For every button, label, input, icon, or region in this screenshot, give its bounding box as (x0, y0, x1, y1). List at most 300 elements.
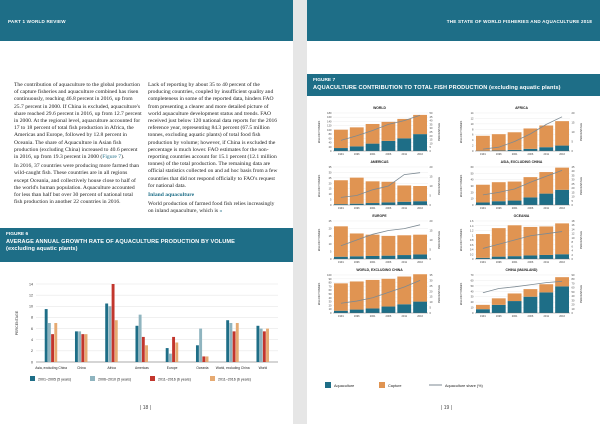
fig7-left-tick-label: 40 (328, 296, 332, 300)
fig7-aquaculture-bar (413, 201, 427, 205)
fig7-capture-bar (413, 235, 427, 255)
fig7-aquaculture-bar (524, 149, 538, 151)
figure-6-chart-area (10, 278, 284, 388)
fig7-right-tick-label: 6 (571, 245, 573, 249)
fig7-right-tick-label: 0 (429, 204, 431, 207)
fig7-panel (457, 268, 586, 322)
fig6-bar (105, 304, 108, 363)
fig6-category-label: Asia, excluding China (35, 366, 67, 370)
fig7-left-tick-label: 5 (330, 250, 332, 254)
fig6-y-tick-label: 14 (29, 282, 33, 287)
fig7-right-tick-label: 30 (429, 279, 433, 283)
fig7-aquaculture-bar (397, 255, 411, 259)
fig7-right-axis-label: PERCENTAGE (438, 230, 441, 250)
fig7-right-tick-label: 16 (571, 224, 575, 228)
fig7-capture-bar (492, 298, 506, 305)
fig7-capture-bar (476, 234, 490, 258)
fig7-capture-bar (555, 168, 569, 190)
figure-6-banner (0, 228, 293, 262)
fig7-panel-chart (315, 106, 444, 160)
fig7-right-tick-label: 2 (571, 253, 573, 257)
fig7-left-tick-label: 70 (470, 274, 474, 277)
fig7-right-tick-label: 60 (571, 286, 575, 290)
fig6-bar (135, 326, 138, 362)
fig6-y-tick-label: 0 (31, 360, 33, 365)
fig7-capture-bar (555, 121, 569, 145)
fig7-left-tick-label: 10 (470, 306, 474, 310)
fig6-bar (108, 306, 111, 362)
fig7-aquaculture-bar (397, 202, 411, 205)
fig7-right-tick-label: 20 (429, 290, 433, 294)
fig7-panel-title: EUROPE (372, 214, 387, 218)
fig7-x-tick-label: 2006 (385, 207, 392, 210)
fig7-left-tick-label: 5 (330, 198, 332, 202)
fig7-aquaculture-bar (539, 147, 553, 151)
fig7-left-tick-label: 120 (327, 124, 332, 128)
right-page (307, 0, 600, 424)
left-page-number: | 18 | (140, 405, 151, 411)
figure-7-title: AQUACULTURE CONTRIBUTION TO TOTAL FISH PRODUCTION (excluding aquatic plants) (313, 85, 561, 91)
fig7-right-tick-label: 0 (429, 312, 431, 315)
fig7-left-tick-label: 40 (470, 290, 474, 294)
fig7-capture-bar (382, 182, 396, 203)
fig7-panel (315, 106, 444, 160)
fig6-bar (75, 331, 78, 362)
fig7-left-tick-label: 20 (470, 191, 474, 195)
fig7-right-tick-label: 20 (429, 220, 433, 223)
fig7-left-tick-label: 1.4 (469, 224, 474, 228)
fig7-x-tick-label: 2016 (559, 315, 565, 318)
fig7-aquaculture-bar (524, 297, 538, 313)
fig7-right-tick-label: 15 (429, 138, 433, 142)
fig6-legend-swatch (210, 376, 215, 381)
fig7-right-tick-label: 0 (429, 258, 431, 261)
fig7-x-tick-label: 2006 (527, 153, 534, 156)
fig7-right-tick-label: 20 (429, 134, 433, 138)
fig7-panel (315, 214, 444, 268)
fig6-category-label: Oceania (196, 366, 209, 370)
fig7-x-tick-label: 2016 (417, 153, 423, 156)
fig7-capture-bar (366, 280, 380, 309)
fig7-capture-bar (524, 128, 538, 148)
fig7-capture-bar (539, 284, 553, 292)
fig7-left-tick-label: 10 (328, 193, 332, 197)
fig7-left-tick-label: 60 (328, 137, 332, 141)
fig7-left-tick-label: 12 (470, 117, 474, 121)
fig7-left-tick-label: 20 (470, 301, 474, 305)
fig7-capture-bar (508, 182, 522, 201)
fig7-left-tick-label: 0.6 (469, 243, 474, 247)
fig7-aquaculture-bar (476, 202, 490, 205)
fig7-capture-bar (524, 289, 538, 297)
figure-6-title: AVERAGE ANNUAL GROWTH RATE OF AQUACULTURE PRODUCTION BY VOLUME (6, 239, 236, 245)
fig7-capture-bar (555, 223, 569, 254)
fig7-x-tick-label: 2011 (543, 261, 550, 264)
fig6-bar (81, 334, 84, 362)
fig7-right-tick-label: 10 (571, 195, 575, 199)
fig7-x-tick-label: 1996 (353, 315, 360, 318)
fig7-right-axis-label: PERCENTAGE (438, 284, 441, 304)
figure-6-label: FIGURE 6 (6, 232, 29, 237)
fig7-capture-bar (539, 172, 553, 194)
fig7-x-tick-label: 2001 (511, 315, 518, 318)
fig7-aquaculture-bar (366, 308, 380, 313)
fig7-capture-bar (413, 115, 427, 134)
fig7-x-tick-label: 2016 (417, 207, 423, 210)
fig7-capture-bar (334, 226, 348, 256)
fig7-panel-chart (457, 214, 586, 268)
fig7-left-tick-label: 1.6 (469, 220, 474, 223)
fig7-panel (457, 160, 586, 214)
fig6-bar (260, 329, 263, 362)
fig7-x-tick-label: 2001 (511, 261, 518, 264)
fig7-left-tick-label: 50 (470, 284, 474, 288)
fig6-legend-swatch (90, 376, 95, 381)
fig7-left-tick-label: 0 (330, 150, 332, 153)
fig7-x-tick-label: 1991 (480, 261, 486, 264)
fig7-capture-bar (366, 235, 380, 256)
fig7-left-tick-label: 0 (472, 150, 474, 153)
fig7-aquaculture-bar (524, 197, 538, 205)
fig7-x-tick-label: 2011 (543, 207, 550, 210)
fig6-category-label: World, excluding China (215, 366, 250, 370)
fig7-x-tick-label: 1991 (338, 207, 344, 210)
fig7-x-tick-label: 2001 (511, 207, 518, 210)
legend-aquaculture-swatch (325, 382, 331, 388)
fig7-x-tick-label: 1996 (353, 261, 360, 264)
fig7-right-axis-label: PERCENTAGE (438, 176, 441, 196)
fig7-x-tick-label: 1991 (480, 315, 486, 318)
fig7-right-tick-label: 20 (429, 166, 433, 169)
fig7-capture-bar (397, 277, 411, 305)
fig7-right-tick-label: 35 (429, 123, 433, 127)
fig7-x-tick-label: 1991 (480, 207, 486, 210)
fig7-left-tick-label: 10 (328, 242, 332, 246)
fig6-bar (51, 334, 54, 362)
fig7-right-tick-label: 35 (429, 274, 433, 277)
fig7-x-tick-label: 2006 (527, 315, 534, 318)
fig7-left-tick-label: 35 (328, 166, 332, 169)
figure-7-banner (307, 74, 600, 96)
fig7-left-tick-label: 4 (472, 139, 474, 143)
fig7-panel-chart (315, 160, 444, 214)
fig7-aquaculture-bar (492, 305, 506, 313)
fig6-bar (145, 345, 148, 362)
fig7-left-tick-label: 30 (470, 295, 474, 299)
fig6-bar (199, 329, 202, 362)
fig7-panel (457, 214, 586, 268)
inland-aquaculture-subheading: Inland aquaculture (148, 192, 195, 199)
fig7-right-tick-label: 0 (571, 150, 573, 153)
fig7-left-axis-label: MILLION TONNES (318, 282, 321, 306)
fig7-x-tick-label: 1991 (338, 261, 344, 264)
fig7-x-tick-label: 2016 (559, 153, 565, 156)
fig6-bar (256, 326, 259, 362)
fig7-left-tick-label: 1.2 (469, 229, 474, 233)
paragraph-4: World production of farmed food fish relies increasingly on inland aquaculture, which is (148, 201, 275, 215)
fig7-right-tick-label: 0 (571, 312, 573, 315)
fig7-left-tick-label: 0 (472, 204, 474, 207)
fig7-left-tick-label: 15 (328, 187, 332, 191)
fig6-bar (54, 323, 57, 362)
fig7-capture-bar (539, 226, 553, 255)
fig7-right-tick-label: 10 (571, 236, 575, 240)
fig7-x-tick-label: 1991 (338, 315, 344, 318)
fig7-left-tick-label: 80 (328, 281, 332, 285)
fig7-aquaculture-bar (555, 190, 569, 205)
legend-aquaculture-label: Aquaculture (334, 384, 355, 388)
fig7-aquaculture-bar (334, 311, 348, 313)
fig7-right-tick-label: 25 (571, 182, 575, 186)
fig7-right-tick-label: 10 (571, 131, 575, 134)
fig7-left-axis-label: MILLION TONNES (460, 282, 463, 306)
fig7-x-tick-label: 2006 (527, 261, 534, 264)
fig6-bar (48, 323, 51, 362)
fig6-category-label: Africa (107, 366, 116, 370)
fig7-right-tick-label: 45 (429, 115, 433, 119)
fig7-right-tick-label: 10 (429, 239, 433, 242)
paragraph-1-end: ). (121, 154, 125, 161)
fig7-capture-bar (334, 283, 348, 310)
fig7-aquaculture-bar (524, 255, 538, 259)
figure-7-link[interactable]: Figure 7 (102, 154, 122, 161)
paragraph-2: In 2016, 37 countries were producing more farmed than wild-caught fish. These countries are in all regions except Oceania, and collectively house close to half of the world's human population. Aquaculture accounted for less than half but over 30 percent of national total fish production in another 22 countries in 2016. (14, 163, 140, 206)
fig7-left-tick-label: 2 (472, 144, 474, 148)
figure-7-label: FIGURE 7 (313, 78, 336, 83)
fig7-capture-bar (524, 227, 538, 256)
fig7-left-tick-label: 30 (328, 300, 332, 304)
fig7-panel-title: OCEANIA (513, 214, 530, 218)
paragraph-1: The contribution of aquaculture to the global production of capture fisheries and aquaculture combined has risen continuously, reaching 46.8 percent in 2016, up from 25.7 percent in 2000. If China is excluded, aquaculture's share reached 29.6 percent in 2016, up from 12.7 percent in 2000. At the regional level, aquaculture accounted for 17 to 18 percent of total fish production in Africa, the Americas and Europe, followed by 12.8 percent in Oceania. The share of Aquaculture in Asian fish production (excluding China) increased to 40.6 percent in 2016, up from 19.3 percent in 2000 ( (14, 82, 142, 161)
fig7-right-axis-label: PERCENTAGE (580, 284, 583, 304)
fig7-left-tick-label: 100 (327, 128, 332, 132)
fig7-aquaculture-bar (350, 310, 364, 313)
fig7-right-tick-label: 15 (429, 295, 433, 299)
fig7-x-tick-label: 2016 (417, 261, 423, 264)
fig7-aquaculture-bar (539, 292, 553, 313)
paragraph-3: Lack of reporting by about 35 to 40 percent of the producing countries, coupled by insufficient quality and completeness in some of the reported data, hinders FAO from presenting a clearer and more detailed picture of world aquaculture development status and trends. FAO received just below 120 national data reports for the 2016 reference year, representing 84.3 percent (67.5 million tonnes, excluding aquatic plants) of total food fish production by volume; however, if China is excluded the percentage is much lower. FAO estimates for the non-reporting countries account for 15.1 percent (12.1 million tonnes) of the total production. The remaining data are official statistics collected on and ad hoc basis from a few countries that did not respond officially to FAO's request for national data. (148, 82, 278, 189)
fig7-capture-bar (413, 186, 427, 201)
fig7-aquaculture-bar (397, 138, 411, 151)
fig7-capture-bar (350, 178, 364, 204)
fig7-right-tick-label: 25 (429, 131, 433, 134)
fig7-capture-bar (476, 305, 490, 309)
fig7-left-tick-label: 40 (470, 178, 474, 182)
fig7-right-tick-label: 14 (571, 228, 575, 232)
fig7-right-tick-label: 5 (429, 248, 431, 252)
fig7-capture-bar (492, 228, 506, 257)
figure-6-subtitle: (excluding aquatic plants) (6, 246, 78, 252)
fig7-right-tick-label: 5 (571, 199, 573, 203)
continue-arrow[interactable]: » (219, 208, 223, 215)
fig6-bar (112, 284, 115, 362)
left-header-banner (0, 0, 293, 41)
fig7-capture-bar (476, 185, 490, 203)
fig7-left-tick-label: 20 (328, 304, 332, 308)
left-header-title: PART 1 WORLD REVIEW (8, 19, 66, 24)
fig7-left-tick-label: 70 (328, 285, 332, 289)
fig7-left-tick-label: 0.4 (469, 248, 474, 252)
fig7-right-tick-label: 5 (429, 194, 431, 198)
fig7-right-tick-label: 20 (571, 112, 575, 115)
fig7-x-tick-label: 1991 (480, 153, 486, 156)
fig7-x-tick-label: 2011 (401, 153, 408, 156)
fig6-bar (169, 354, 172, 362)
fig7-left-tick-label: 140 (327, 120, 332, 124)
fig6-legend-label: 2001–2005 (5 years) (38, 377, 72, 382)
fig7-right-axis-label: PERCENTAGE (580, 176, 583, 196)
fig7-x-tick-label: 2011 (543, 315, 550, 318)
fig7-aquaculture-bar (366, 203, 380, 205)
fig7-right-tick-label: 45 (571, 166, 575, 169)
fig7-right-tick-label: 10 (429, 185, 433, 188)
fig7-aquaculture-bar (334, 148, 348, 151)
fig6-y-tick-label: 6 (31, 326, 33, 331)
fig7-x-tick-label: 1991 (338, 153, 344, 156)
fig7-left-axis-label: MILLION TONNES (460, 228, 463, 252)
fig7-x-tick-label: 2011 (401, 315, 408, 318)
fig7-aquaculture-bar (366, 256, 380, 259)
fig6-legend-label: 2011–2016 (6 years) (218, 377, 251, 382)
fig6-bar (139, 315, 142, 362)
fig7-aquaculture-bar (366, 144, 380, 151)
fig7-left-tick-label: 60 (328, 289, 332, 293)
fig6-category-label: Americas (135, 366, 149, 370)
fig7-right-tick-label: 0 (429, 150, 431, 153)
fig7-left-tick-label: 20 (328, 227, 332, 231)
fig7-x-tick-label: 2001 (369, 261, 376, 264)
fig7-left-axis-label: MILLION TONNES (460, 174, 463, 198)
fig7-right-tick-label: 70 (571, 282, 575, 286)
fig6-bar (115, 320, 118, 362)
fig7-left-tick-label: 10 (328, 308, 332, 312)
fig7-x-tick-label: 1996 (353, 153, 360, 156)
fig7-right-axis-label: PERCENTAGE (438, 122, 441, 142)
fig7-x-tick-label: 2011 (543, 153, 550, 156)
fig7-right-tick-label: 5 (429, 306, 431, 310)
fig7-right-tick-label: 15 (571, 121, 575, 125)
fig7-right-tick-label: 15 (429, 175, 433, 179)
fig7-aquaculture-bar (382, 256, 396, 259)
fig7-left-tick-label: 0 (472, 312, 474, 315)
fig7-right-tick-label: 18 (571, 220, 575, 223)
fig7-capture-bar (397, 185, 411, 201)
fig7-right-tick-label: 80 (571, 278, 575, 282)
fig7-panel (457, 106, 586, 160)
fig7-x-tick-label: 2001 (369, 153, 376, 156)
fig7-x-tick-label: 2006 (385, 261, 392, 264)
fig7-left-tick-label: 0 (330, 204, 332, 207)
fig7-left-tick-label: 60 (470, 166, 474, 169)
fig7-left-tick-label: 40 (328, 141, 332, 145)
fig7-left-tick-label: 80 (328, 133, 332, 137)
fig6-bar (236, 323, 239, 362)
fig7-right-axis-label: PERCENTAGE (580, 122, 583, 142)
fig6-category-label: China (77, 366, 86, 370)
fig7-aquaculture-bar (413, 134, 427, 151)
fig7-aquaculture-bar (413, 302, 427, 313)
fig7-left-tick-label: 90 (328, 277, 332, 281)
fig7-aquaculture-bar (350, 146, 364, 151)
fig7-left-tick-label: 180 (327, 112, 332, 115)
fig7-aquaculture-bar (382, 202, 396, 205)
right-header-title: THE STATE OF WORLD FISHERIES AND AQUACULTURE 2018 (446, 19, 592, 24)
fig7-right-tick-label: 30 (571, 178, 575, 182)
fig7-right-tick-label: 0 (571, 204, 573, 207)
fig7-panel-chart (457, 106, 586, 160)
fig7-left-tick-label: 0 (472, 258, 474, 261)
fig7-capture-bar (382, 236, 396, 256)
fig6-bar (142, 337, 145, 362)
fig7-capture-bar (508, 225, 522, 256)
fig7-aquaculture-bar (382, 141, 396, 151)
fig7-left-tick-label: 60 (470, 279, 474, 283)
fig7-capture-bar (413, 274, 427, 301)
fig7-right-tick-label: 40 (571, 170, 575, 174)
fig6-bar (266, 329, 269, 362)
fig7-right-tick-label: 40 (571, 295, 575, 299)
fig6-bar (45, 309, 48, 362)
fig7-right-tick-label: 90 (571, 274, 575, 277)
fig7-x-tick-label: 2016 (417, 315, 423, 318)
right-header-banner (307, 0, 600, 41)
fig7-left-tick-label: 50 (470, 172, 474, 176)
fig7-capture-bar (350, 233, 364, 256)
fig6-category-label: Europe (166, 366, 178, 370)
fig7-panel-title: AFRICA (515, 106, 528, 110)
fig7-right-tick-label: 20 (571, 303, 575, 307)
fig7-x-tick-label: 2006 (385, 315, 392, 318)
fig7-aquaculture-bar (334, 257, 348, 259)
fig7-x-tick-label: 2006 (527, 207, 534, 210)
fig7-aquaculture-bar (397, 304, 411, 313)
fig7-right-tick-label: 10 (571, 307, 575, 311)
fig7-x-tick-label: 2016 (559, 261, 565, 264)
fig6-y-tick-label: 4 (31, 338, 33, 343)
fig7-left-tick-label: 50 (328, 293, 332, 296)
fig7-left-tick-label: 10 (470, 197, 474, 201)
fig7-left-tick-label: 0 (330, 258, 332, 261)
fig7-left-tick-label: 30 (470, 185, 474, 188)
fig6-y-tick-label: 12 (29, 293, 33, 298)
right-page-number: | 19 | (441, 405, 452, 411)
fig7-x-tick-label: 2001 (369, 315, 376, 318)
fig7-right-tick-label: 10 (429, 142, 433, 146)
fig7-capture-bar (350, 281, 364, 309)
fig7-right-tick-label: 40 (429, 119, 433, 123)
left-page (0, 0, 293, 424)
fig7-left-tick-label: 25 (328, 176, 332, 180)
fig7-panel-title: WORLD (373, 106, 386, 110)
fig7-x-tick-label: 2006 (385, 153, 392, 156)
fig7-left-tick-label: 160 (327, 116, 332, 120)
fig6-y-tick-label: 8 (31, 315, 33, 320)
fig6-bar (233, 331, 236, 362)
fig7-right-tick-label: 35 (571, 174, 575, 178)
legend-share-label: Aquaculture share (%) (445, 384, 483, 388)
fig7-aquaculture-bar (350, 256, 364, 259)
fig7-aquaculture-bar (476, 309, 490, 313)
fig7-left-tick-label: 30 (328, 171, 332, 175)
fig6-y-tick-label: 2 (31, 349, 33, 354)
fig6-legend-swatch (150, 376, 155, 381)
fig7-left-tick-label: 14 (470, 112, 474, 115)
fig6-bar (85, 334, 88, 362)
fig7-left-tick-label: 6 (472, 133, 474, 137)
figure-7-legend (307, 378, 600, 390)
fig7-left-tick-label: 25 (328, 220, 332, 223)
fig7-right-tick-label: 8 (571, 241, 573, 245)
